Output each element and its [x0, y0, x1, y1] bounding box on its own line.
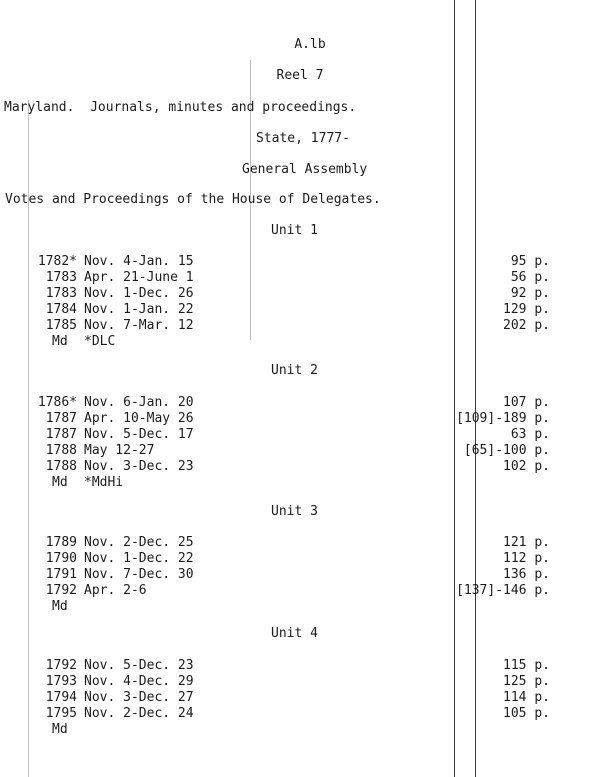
holding-note: *MdHi	[84, 475, 124, 490]
table-row	[0, 459, 600, 475]
dates-cell: Apr. 21-June 1	[84, 270, 194, 285]
table-row	[0, 551, 600, 567]
unit-heading: Unit 3	[271, 504, 318, 519]
location-code: Md	[52, 475, 68, 490]
unit-heading: Unit 2	[271, 363, 318, 378]
year-cell: 1787	[45, 411, 77, 426]
year-cell: 1791	[45, 567, 77, 582]
holdings-row	[0, 334, 600, 350]
pages-cell: 112 p.	[503, 551, 550, 566]
dates-cell: Nov. 7-Mar. 12	[84, 318, 194, 333]
reel-label: Reel 7	[276, 68, 324, 83]
year-cell: 1782*	[37, 254, 77, 269]
pages-cell: 56 p.	[510, 270, 550, 285]
table-row	[0, 443, 600, 459]
table-row	[0, 395, 600, 411]
body-name: General Assembly	[242, 162, 368, 177]
table-row	[0, 318, 600, 334]
pages-cell: 136 p.	[503, 567, 550, 582]
dates-cell: Nov. 4-Jan. 15	[84, 254, 194, 269]
year-cell: 1788	[45, 443, 77, 458]
dates-cell: Apr. 2-6	[84, 583, 147, 598]
location-code: Md	[52, 334, 68, 349]
table-row	[0, 254, 600, 270]
table-row	[0, 535, 600, 551]
table-row	[0, 674, 600, 690]
year-cell: 1792	[45, 658, 77, 673]
pages-cell: 114 p.	[503, 690, 550, 705]
pages-cell: 105 p.	[503, 706, 550, 721]
dates-cell: Nov. 5-Dec. 23	[84, 658, 194, 673]
table-row	[0, 302, 600, 318]
year-cell: 1784	[45, 302, 77, 317]
year-cell: 1783	[45, 270, 77, 285]
pages-cell: [109]-189 p.	[456, 411, 550, 426]
table-row	[0, 583, 600, 599]
holdings-row	[0, 599, 600, 615]
year-cell: 1783	[45, 286, 77, 301]
location-code: Md	[52, 722, 68, 737]
year-cell: 1788	[45, 459, 77, 474]
pages-cell: 95 p.	[510, 254, 550, 269]
year-cell: 1795	[45, 706, 77, 721]
table-row	[0, 270, 600, 286]
dates-cell: Nov. 1-Jan. 22	[84, 302, 194, 317]
pages-cell: 202 p.	[503, 318, 550, 333]
table-row	[0, 706, 600, 722]
year-cell: 1786*	[37, 395, 77, 410]
dates-cell: Nov. 2-Dec. 25	[84, 535, 194, 550]
pages-cell: [137]-146 p.	[456, 583, 550, 598]
pages-cell: 92 p.	[510, 286, 550, 301]
dates-cell: Nov. 3-Dec. 27	[84, 690, 194, 705]
location-code: Md	[52, 599, 68, 614]
pages-cell: [65]-100 p.	[463, 443, 550, 458]
holdings-row	[0, 475, 600, 491]
dates-cell: Nov. 4-Dec. 29	[84, 674, 194, 689]
dates-cell: Nov. 7-Dec. 30	[84, 567, 194, 582]
dates-cell: May 12-27	[84, 443, 155, 458]
pages-cell: 115 p.	[503, 658, 550, 673]
state-line: State, 1777-	[256, 131, 350, 146]
document-title: Votes and Proceedings of the House of Delegates.	[5, 192, 381, 207]
table-row	[0, 427, 600, 443]
table-row	[0, 411, 600, 427]
dates-cell: Nov. 2-Dec. 24	[84, 706, 194, 721]
dates-cell: Nov. 5-Dec. 17	[84, 427, 194, 442]
pages-cell: 129 p.	[503, 302, 550, 317]
dates-cell: Apr. 10-May 26	[84, 411, 194, 426]
table-row	[0, 658, 600, 674]
year-cell: 1789	[45, 535, 77, 550]
year-cell: 1793	[45, 674, 77, 689]
dates-cell: Nov. 1-Dec. 26	[84, 286, 194, 301]
unit-heading: Unit 4	[271, 626, 318, 641]
table-row	[0, 690, 600, 706]
pages-cell: 107 p.	[503, 395, 550, 410]
year-cell: 1787	[45, 427, 77, 442]
subject-heading: Maryland. Journals, minutes and proceedings.	[4, 100, 357, 115]
catalog-code: A.lb	[294, 37, 326, 52]
year-cell: 1790	[45, 551, 77, 566]
unit-heading: Unit 1	[271, 223, 318, 238]
year-cell: 1785	[45, 318, 77, 333]
pages-cell: 102 p.	[503, 459, 550, 474]
year-cell: 1792	[45, 583, 77, 598]
dates-cell: Nov. 1-Dec. 22	[84, 551, 194, 566]
table-row	[0, 567, 600, 583]
pages-cell: 121 p.	[503, 535, 550, 550]
dates-cell: Nov. 6-Jan. 20	[84, 395, 194, 410]
pages-cell: 125 p.	[503, 674, 550, 689]
dates-cell: Nov. 3-Dec. 23	[84, 459, 194, 474]
holdings-row	[0, 722, 600, 738]
pages-cell: 63 p.	[510, 427, 550, 442]
holding-note: *DLC	[84, 334, 116, 349]
table-row	[0, 286, 600, 302]
year-cell: 1794	[45, 690, 77, 705]
